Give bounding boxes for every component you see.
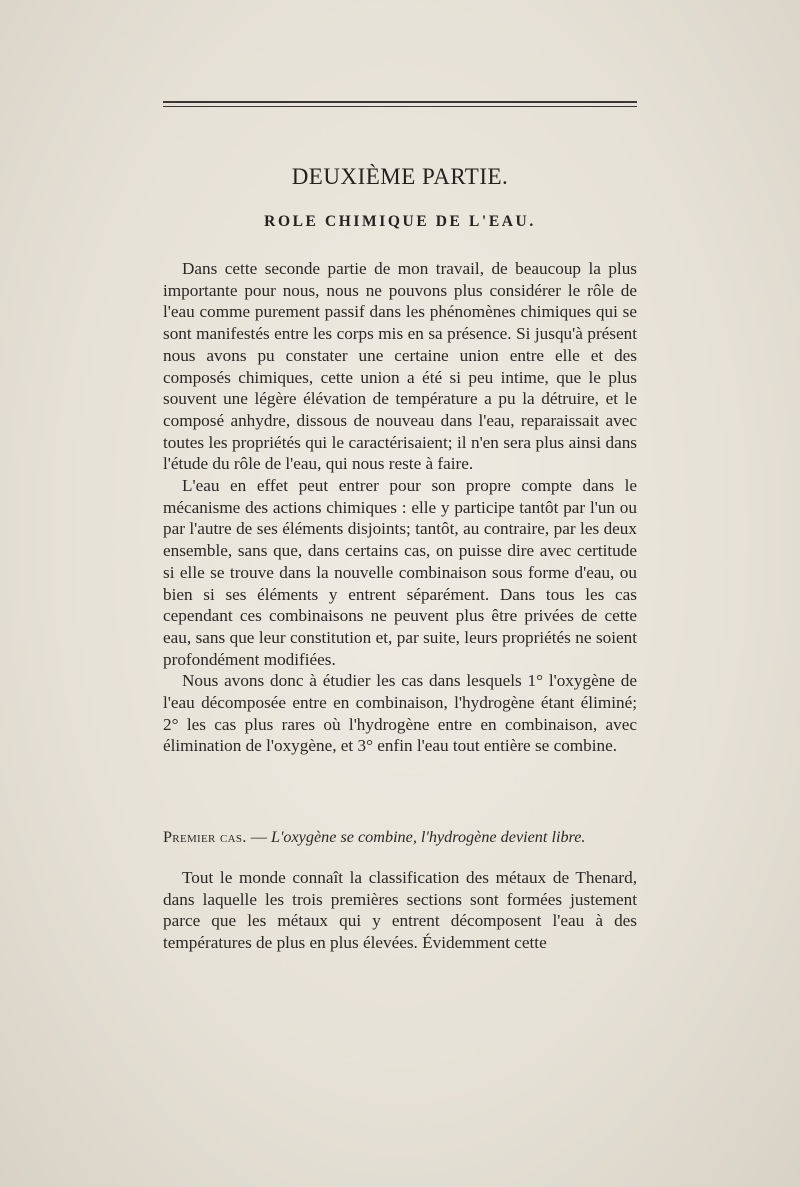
case-title: L'oxygène se combine, l'hydrogène devient libre.: [270, 828, 586, 846]
paragraph-3: Nous avons donc à étudier les cas dans lesquels 1° l'oxygène de l'eau décomposée entre en combinaison, l'hydrogène étant éliminé; 2° les cas plus rares où l'hydrogène entre en combinaison, avec élimination de l'oxygène, et 3° enfin l'eau tout entière se combine.: [163, 671, 637, 756]
top-rule-thin: [163, 106, 637, 107]
paragraph-4: Tout le monde connaît la classification des métaux de Thenard, dans laquelle les trois premières sections sont formées justement parce que les métaux qui y entrent décomposent l'eau à des températures de plus en plus élevées. Évidemment cette: [163, 868, 637, 953]
paragraph-2: L'eau en effet peut entrer pour son propre compte dans le mécanisme des actions chimiques : elle y participe tantôt par l'un ou par l'autre de ses éléments disjoints; tantôt, au contraire, par les deux ensemble, sans que, dans certains cas, on puisse dire avec certitude si elle se trouve dans la nouvelle combinaison sous forme d'eau, ou bien si ses éléments y entrent séparément. Dans tous les cas cependant ces combinaisons ne peuvent plus être privées de cette eau, sans que leur constitution et, par suite, leurs propriétés ne soient profondément modifiées.: [163, 476, 637, 669]
case-heading: [163, 828, 637, 847]
paragraph-1: Dans cette seconde partie de mon travail, de beaucoup la plus importante pour nous, nous ne pouvons plus considérer le rôle de l'eau comme purement passif dans les phénomènes chimiques qui se sont manifestés entre les corps mis en sa présence. Si jusqu'à présent nous avons pu constater une certaine union entre elle et des composés chimiques, cette union a été si peu intime, que le plus souvent une légère élévation de température a pu la détruire, et le composé anhydre, dissous de nouveau dans l'eau, reparaissait avec toutes les propriétés qui le caractérisaient; il n'en sera plus ainsi dans l'étude du rôle de l'eau, qui nous reste à faire.: [163, 259, 637, 474]
section-subtitle: ROLE CHIMIQUE DE L'EAU.: [264, 213, 536, 230]
case-text: [163, 867, 637, 954]
top-rule: [163, 101, 637, 103]
case-label: Premier cas.: [163, 828, 247, 846]
case-dash: —: [246, 828, 271, 846]
part-title: DEUXIÈME PARTIE.: [291, 164, 509, 189]
main-text: [163, 258, 637, 757]
